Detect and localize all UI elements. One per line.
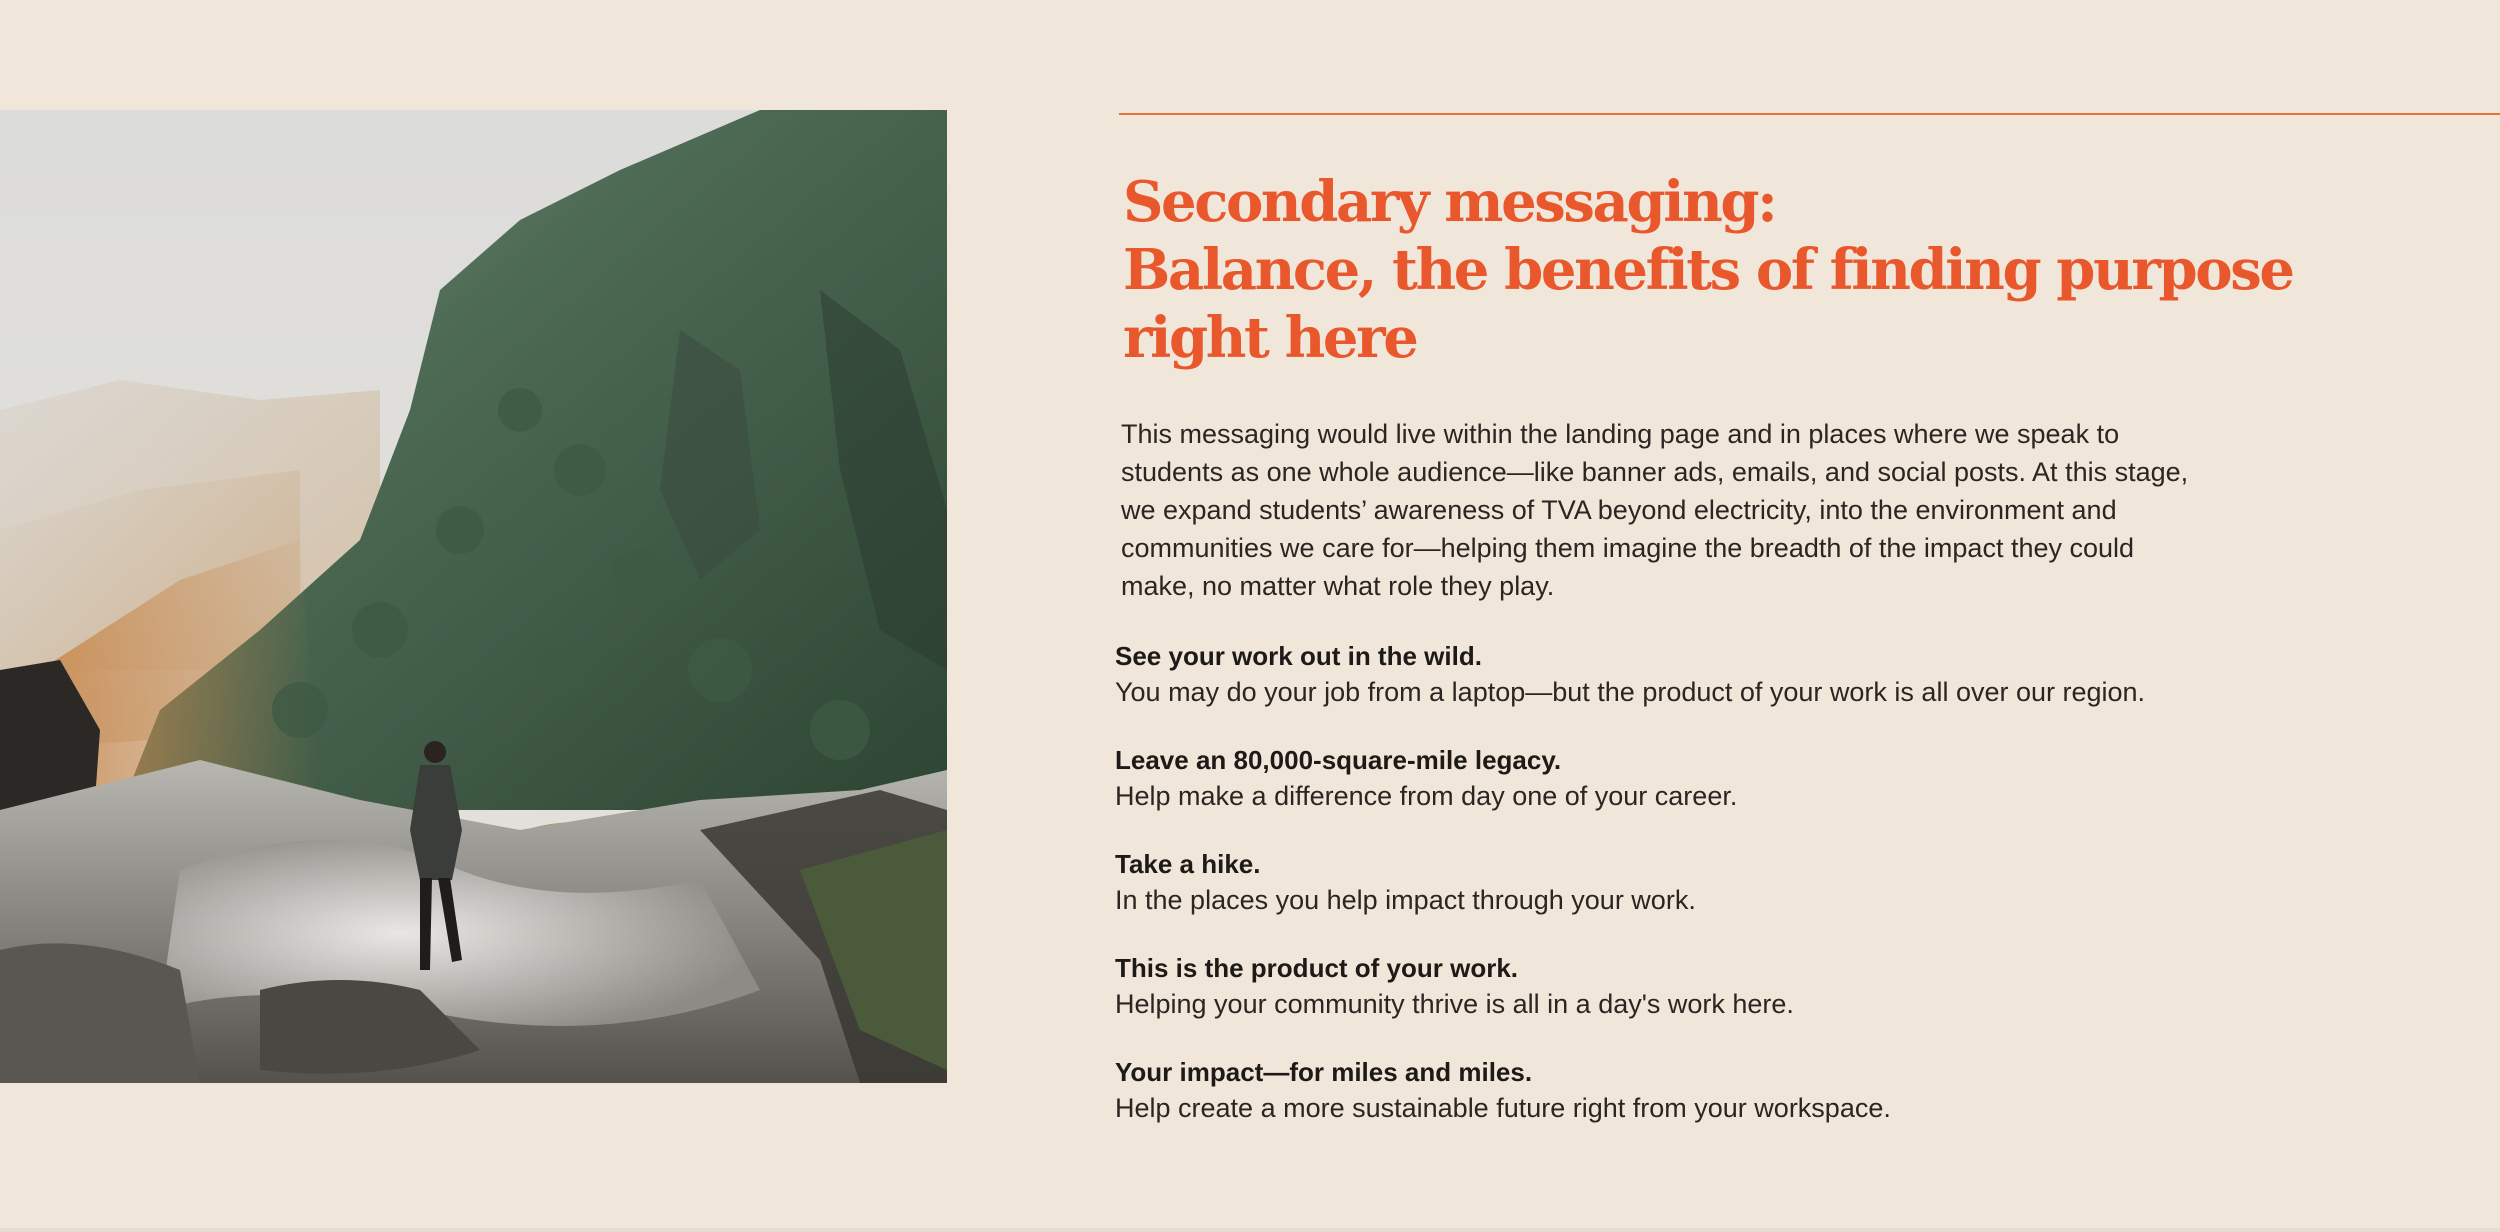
message-point-title: Your impact—for miles and miles. [1115, 1057, 1533, 1087]
message-point-text: Help make a difference from day one of your career. [1115, 781, 1738, 811]
message-point [1115, 950, 2315, 1022]
message-point-text: Helping your community thrive is all in a day's work here. [1115, 989, 1794, 1019]
message-point-title: Leave an 80,000-square-mile legacy. [1115, 745, 1562, 775]
headline-line-2: Balance, the benefits of finding purpose [1123, 237, 2293, 303]
headline-line-3: right here [1123, 305, 1417, 371]
intro-paragraph: This messaging would live within the landing page and in places where we speak to students as one whole audience—like banner ads, emails, and social posts. At this stage, we expand students’ awareness of TVA beyond electricity, into the environment and communities we care for—helping them imagine the breadth of the impact they could make, no matter what role they play. [1121, 419, 2189, 601]
message-point [1115, 1054, 2315, 1126]
divider-rule [1119, 113, 2500, 115]
hiker-on-waterfall-rocks-photo [0, 110, 947, 1083]
message-point [1115, 846, 2315, 918]
bottom-edge [0, 1228, 2500, 1232]
headline-line-1: Secondary messaging: [1123, 169, 1776, 235]
message-point [1115, 742, 2315, 814]
message-point-text: You may do your job from a laptop—but the product of your work is all over our region. [1115, 677, 2146, 707]
message-point-title: This is the product of your work. [1115, 953, 1519, 983]
message-point [1115, 638, 2315, 710]
message-point-text: In the places you help impact through your work. [1115, 885, 1696, 915]
message-point-text: Help create a more sustainable future right from your workspace. [1115, 1093, 1891, 1123]
message-point-title: Take a hike. [1115, 849, 1261, 879]
message-point-title: See your work out in the wild. [1115, 641, 1482, 671]
hiker-photo [0, 110, 947, 1083]
headline [1123, 168, 2323, 372]
